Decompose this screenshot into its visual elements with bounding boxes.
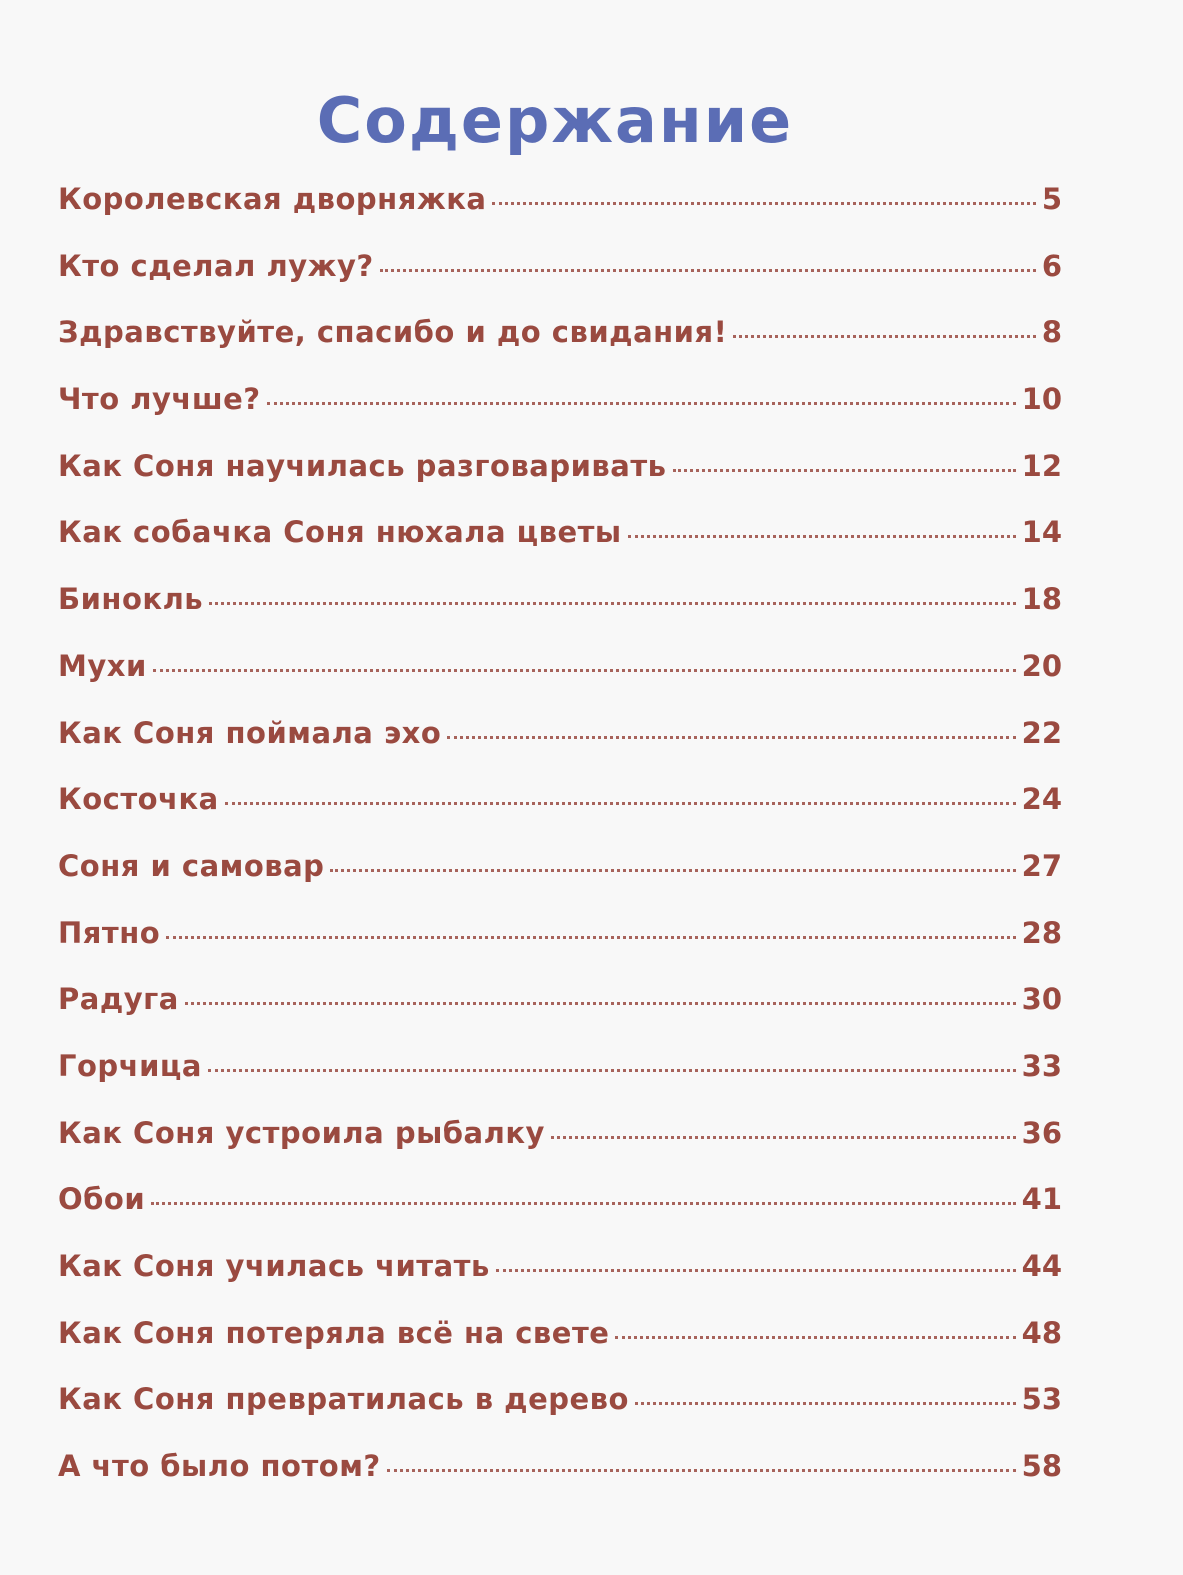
toc-entry-title: Как Соня научилась разговаривать <box>58 448 667 483</box>
toc-entry <box>58 1116 1062 1183</box>
page-title: Содержание <box>316 83 794 157</box>
toc-entry-page: 48 <box>1021 1315 1062 1350</box>
toc-entry <box>58 1382 1062 1449</box>
toc-entry <box>58 649 1062 716</box>
toc-entry-title: Горчица <box>58 1048 202 1083</box>
toc-entry <box>58 1249 1062 1316</box>
dot-leader <box>733 335 1035 338</box>
toc-entry-title: Как Соня поймала эхо <box>58 715 442 750</box>
dot-leader <box>380 269 1036 272</box>
toc-entry <box>58 182 1062 249</box>
dot-leader <box>492 202 1035 205</box>
toc-entry <box>58 1449 1062 1516</box>
toc-entry-page: 53 <box>1021 1382 1062 1417</box>
toc-entry <box>58 449 1062 516</box>
dot-leader <box>209 602 1015 605</box>
dot-leader <box>615 1336 1015 1339</box>
toc-entry-page: 41 <box>1021 1182 1062 1217</box>
toc-entry-title: Косточка <box>58 782 219 817</box>
toc-entry <box>58 1182 1062 1249</box>
dot-leader <box>387 1469 1016 1472</box>
dot-leader <box>673 469 1016 472</box>
toc-entry-title: Королевская дворняжка <box>58 182 487 216</box>
table-of-contents <box>58 182 1062 1516</box>
toc-entry <box>58 916 1062 983</box>
toc-entry <box>58 315 1062 382</box>
toc-entry-title: Здравствуйте, спасибо и до свидания! <box>58 315 728 350</box>
toc-entry <box>58 982 1062 1049</box>
toc-entry-title: Радуга <box>58 982 179 1017</box>
dot-leader <box>628 535 1016 538</box>
toc-entry-title: Обои <box>58 1182 146 1217</box>
toc-entry-page: 18 <box>1021 582 1062 617</box>
toc-entry <box>58 1316 1062 1383</box>
toc-entry <box>58 716 1062 783</box>
toc-entry-title: Как Соня потеряла всё на свете <box>58 1315 610 1350</box>
toc-entry-page: 20 <box>1021 648 1062 683</box>
toc-entry-title: Как собачка Соня нюхала цветы <box>58 515 622 550</box>
toc-entry <box>58 515 1062 582</box>
dot-leader <box>635 1402 1016 1405</box>
toc-entry-title: Как Соня устроила рыбалку <box>58 1115 545 1150</box>
toc-entry <box>58 782 1062 849</box>
toc-entry-page: 8 <box>1041 315 1062 350</box>
toc-entry-title: Кто сделал лужу? <box>58 248 374 283</box>
dot-leader <box>330 869 1015 872</box>
toc-entry <box>58 849 1062 916</box>
toc-entry-page: 24 <box>1021 782 1062 817</box>
toc-entry-page: 22 <box>1021 715 1062 750</box>
toc-entry-page: 12 <box>1021 448 1062 483</box>
toc-entry-page: 6 <box>1041 248 1062 283</box>
toc-entry-title: А что было потом? <box>58 1449 381 1484</box>
toc-entry-page: 44 <box>1021 1249 1062 1283</box>
toc-entry <box>58 1049 1062 1116</box>
toc-entry-page: 5 <box>1041 182 1062 216</box>
toc-entry-title: Как Соня превратилась в дерево <box>58 1382 629 1417</box>
dot-leader <box>447 736 1015 739</box>
toc-entry-page: 33 <box>1021 1048 1062 1083</box>
dot-leader <box>225 802 1016 805</box>
dot-leader <box>153 669 1016 672</box>
dot-leader <box>267 402 1016 405</box>
toc-entry-title: Пятно <box>58 915 161 950</box>
dot-leader <box>151 1202 1015 1205</box>
toc-entry-page: 58 <box>1021 1449 1062 1484</box>
toc-entry-title: Мухи <box>58 648 147 683</box>
toc-entry <box>58 582 1062 649</box>
toc-entry-page: 28 <box>1021 915 1062 950</box>
toc-entry-page: 10 <box>1021 382 1062 417</box>
dot-leader <box>185 1002 1016 1005</box>
toc-entry-title: Бинокль <box>58 582 204 617</box>
toc-entry-page: 30 <box>1021 982 1062 1017</box>
toc-entry <box>58 249 1062 316</box>
toc-entry-title: Что лучше? <box>58 382 261 417</box>
toc-entry-title: Как Соня училась читать <box>58 1249 490 1283</box>
toc-entry <box>58 382 1062 449</box>
toc-entry-title: Соня и самовар <box>58 848 325 883</box>
dot-leader <box>496 1269 1016 1272</box>
toc-entry-page: 36 <box>1021 1115 1062 1150</box>
dot-leader <box>208 1069 1016 1072</box>
toc-entry-page: 14 <box>1021 515 1062 550</box>
dot-leader <box>166 936 1015 939</box>
toc-entry-page: 27 <box>1021 848 1062 883</box>
dot-leader <box>551 1136 1016 1139</box>
